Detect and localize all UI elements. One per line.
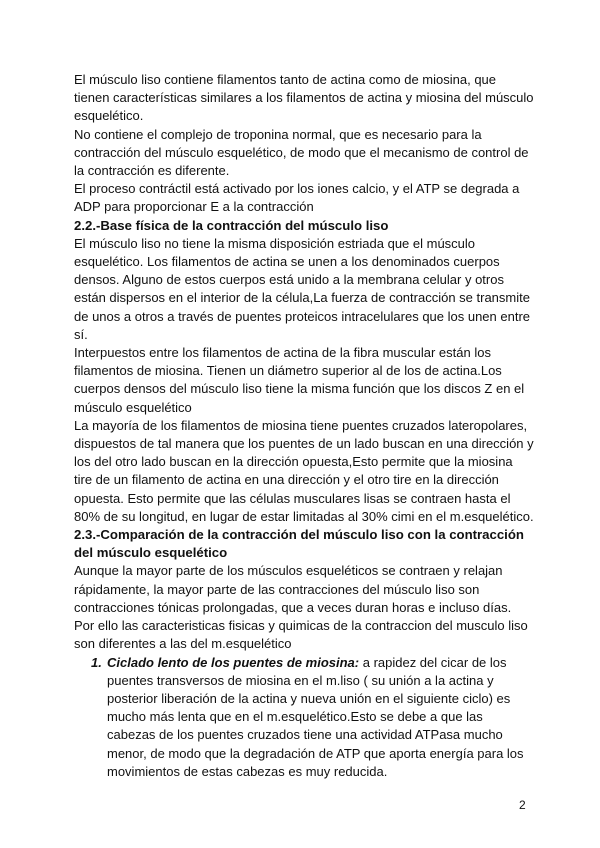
- section-2-2-paragraph-2: Interpuestos entre los filamentos de actina de la fibra muscular están los filamentos de miosina. Tienen un diámetro superior al de los de actina.Los cuerpos densos del músculo liso tiene la misma función que los discos Z en el músculo esquelético: [74, 345, 525, 415]
- page-number: 2: [519, 798, 526, 812]
- intro-paragraph-2: No contiene el complejo de troponina normal, que es necesario para la contracción del músculo esquelético, de modo que el mecanismo de control de la contracción es diferente.: [74, 126, 529, 179]
- numbered-list: [74, 654, 534, 781]
- section-2-2-paragraph-1: El músculo liso no tiene la misma disposición estriada que el músculo esquelético. Los filamentos de actina se unen a los denominados cuerpos densos. Alguno de estos cuerpos está unido a la membrana celular y otros están dispersos en el interior de la célula,La fuerza de contracción se transmite de unos a otros a través de puentes proteicos intracelulares que los unen entre sí.: [74, 235, 531, 342]
- list-item-text: a rapidez del cicar de los puentes transversos de miosina en el m.liso ( su unión a la actina y posterior liberación de la actina y nueva unión en el siguiente ciclo) es mucho más lenta que en el m.esquelético.Esto se debe a que las cabezas de los puentes cruzados tiene una actividad ATPasa mucho menor, de modo que la degradación de ATP que aporta energía para los movimientos de estas cabezas es muy reducida.: [107, 654, 524, 779]
- list-item: [74, 654, 534, 781]
- list-item-lead: Ciclado lento de los puentes de miosina:: [107, 654, 360, 670]
- intro-paragraph-1: El músculo liso contiene filamentos tanto de actina como de miosina, que tienen características similares a los filamentos de actina y miosina del músculo esquelético.: [74, 72, 534, 124]
- section-2-2-paragraph-3: La mayoría de los filamentos de miosina tiene puentes cruzados lateropolares, dispuestos de tal manera que los puentes de un lado buscan en una dirección y los del otro lado buscan en la dirección opuesta,Esto permite que la miosina tire de un filamento de actina en una dirección y el otro tire en la dirección opuesta. Esto permite que las células musculares lisas se contraen hasta el 80% de su longitud, en lugar de estar limitadas al 30% cimi en el m.esquelético.: [74, 417, 534, 524]
- document-body: [74, 71, 534, 781]
- section-2-3-paragraph-1: Aunque la mayor parte de los músculos esqueléticos se contraen y relajan rápidamente, la mayor parte de las contracciones del músculo liso son contracciones tónicas prolongadas, que a veces duran horas e incluso días. Por ello las caracteristicas fisicas y quimicas de la contraccion del musculo liso son diferentes a las del m.esquelético: [74, 563, 528, 652]
- section-2-2-heading: 2.2.-Base física de la contracción del músculo liso: [74, 217, 389, 233]
- intro-paragraph-3: El proceso contráctil está activado por los iones calcio, y el ATP se degrada a ADP para proporcionar E a la contracción: [74, 181, 520, 215]
- section-2-3-heading: 2.3.-Comparación de la contracción del músculo liso con la contracción del músculo esquelético: [74, 527, 524, 561]
- list-item-number: 1.: [91, 654, 102, 670]
